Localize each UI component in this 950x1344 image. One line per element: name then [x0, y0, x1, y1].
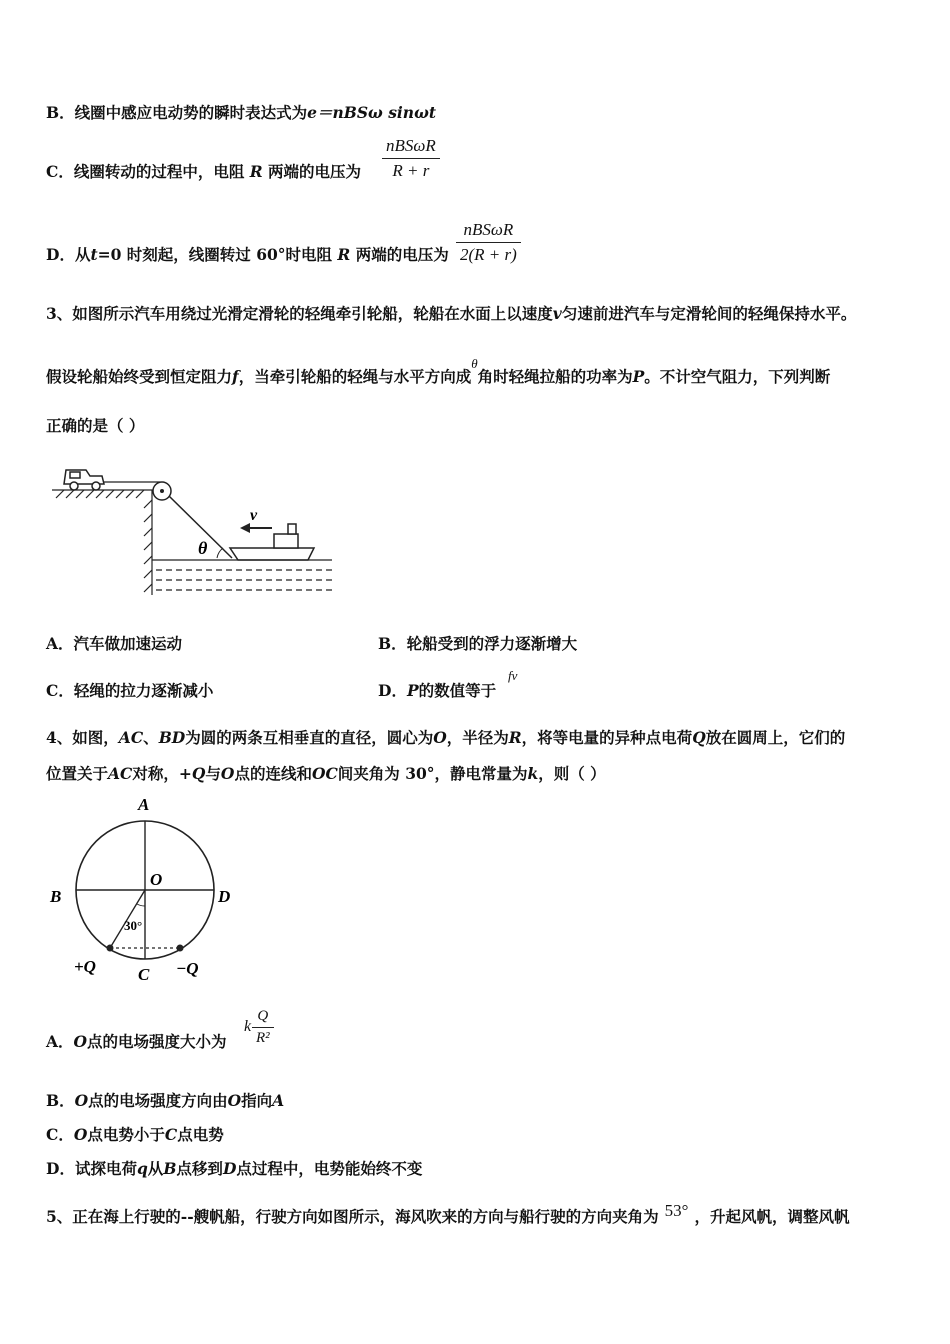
q4-var: Q	[692, 728, 706, 747]
q3-option-d-formula: fv	[508, 668, 518, 683]
fraction-numerator: nBSωR	[463, 220, 514, 239]
q4-var: AC	[118, 728, 144, 747]
fraction-bar	[382, 158, 440, 159]
q4-option-c-text: C．	[46, 1125, 74, 1144]
q4-var: A	[272, 1091, 285, 1110]
q5-stem-line1	[46, 1201, 850, 1227]
label-angle: 30°	[124, 918, 143, 933]
q4-var: O	[73, 1125, 88, 1144]
q4-var: O	[433, 728, 447, 747]
q2-option-d-text: D．从	[46, 245, 91, 264]
q3-option-d	[378, 681, 496, 701]
wall	[144, 490, 152, 595]
velocity-label: v	[250, 507, 258, 524]
q3-stem-line3	[46, 416, 144, 436]
q4-var: k	[527, 764, 539, 783]
label-c: C	[138, 965, 150, 984]
fraction-denominator: 2(R + r)	[460, 245, 517, 264]
q4-text: 位置关于	[46, 764, 109, 783]
q4-var: O	[227, 1091, 242, 1110]
q4-stem-line1	[46, 728, 845, 748]
water-surface	[152, 560, 332, 590]
q5-text: ，升起风帆，调整风帆	[694, 1207, 850, 1226]
q3-text: 3、如图所示汽车用绕过光滑定滑轮的轻绳牵引轮船，轮船在水面上以速度	[46, 304, 553, 323]
q4-option-a	[46, 1032, 227, 1052]
q4-var: q	[136, 1159, 148, 1178]
q4-text: 点电势小于	[87, 1125, 165, 1144]
label-d: D	[218, 887, 231, 906]
q4-text: 点的电场强度方向由	[88, 1091, 228, 1110]
q2-option-c	[46, 162, 361, 182]
q4-var: O	[220, 764, 235, 783]
q4-text: 为圆的两条互相垂直的直径，圆心为	[185, 728, 434, 747]
q3-P: P	[632, 367, 645, 386]
q4-var: B	[163, 1159, 177, 1178]
q4-text: 放在圆周上，它们的	[705, 728, 846, 747]
q3-stem-line1	[46, 304, 856, 324]
q4-text: 4、如图，	[46, 728, 119, 747]
q3-option-d-var: P	[406, 681, 419, 700]
q2-option-b-text: B．线圈中感应电动势的瞬时表达式为	[46, 103, 308, 122]
q3-option-d-text: D．	[378, 681, 407, 700]
q4-var: R	[508, 728, 522, 747]
fraction-denominator: R²	[256, 1030, 270, 1046]
q5-text: 5、正在海上行驶的--艘帆船，行驶方向如图所示，海风吹来的方向与船行驶的方向夹角为	[46, 1207, 659, 1226]
q4-text: ，则（ ）	[538, 764, 606, 783]
q2-option-c-fraction	[382, 136, 440, 181]
q3-theta: θ	[471, 356, 478, 371]
q4-option-b-text: B．	[46, 1091, 75, 1110]
q3-option-b-text: B．轮船受到的浮力逐渐增大	[378, 634, 578, 653]
label-plus-q: +Q	[74, 957, 96, 976]
q4-option-a-fraction	[252, 1008, 274, 1047]
q4-stem-line2	[46, 764, 606, 784]
q2-option-b-formula: e＝nBSω sinωt	[307, 103, 436, 122]
q4-text: 点移到	[176, 1159, 223, 1178]
q4-option-c	[46, 1125, 224, 1145]
fraction-bar	[252, 1027, 274, 1028]
q3-option-c	[46, 681, 213, 701]
q3-figure	[52, 460, 342, 600]
q3-text: 匀速前进汽车与定滑轮间的轻绳保持水平。	[561, 304, 857, 323]
q4-text: ，将等电量的异种点电荷	[521, 728, 693, 747]
q4-text: 对称，+	[132, 764, 192, 783]
q3-stem-line2	[46, 356, 831, 388]
q3-option-a-text: A．汽车做加速运动	[46, 634, 183, 653]
q3-text: ，当牵引轮船的轻绳与水平方向成	[238, 367, 472, 386]
q4-var: D	[222, 1159, 237, 1178]
q4-var: Q	[191, 764, 206, 783]
car-icon	[64, 470, 104, 490]
q3-option-b	[378, 634, 577, 654]
velocity-arrow-icon	[240, 523, 272, 533]
label-minus-q: −Q	[176, 959, 199, 978]
q4-option-d	[46, 1159, 422, 1179]
q4-var: O	[74, 1091, 89, 1110]
q2-option-d-mid: =0 时刻起，线圈转过 60°时电阻	[97, 245, 333, 264]
q4-text: ，半径为	[446, 728, 509, 747]
q4-var: C	[164, 1125, 178, 1144]
q3-text: 角时轻绳拉船的功率为	[477, 367, 633, 386]
q4-text: 点过程中，电势能始终不变	[236, 1159, 423, 1178]
q3-text: 假设轮船始终受到恒定阻力	[46, 367, 233, 386]
plus-charge-dot	[107, 945, 114, 952]
fraction-denominator: R + r	[392, 161, 430, 180]
q4-var: OC	[311, 764, 338, 783]
q4-option-a-text: A．	[46, 1032, 74, 1051]
label-o: O	[150, 870, 163, 889]
boat-icon	[230, 524, 314, 560]
fraction-numerator: Q	[257, 1008, 269, 1024]
q4-text: 、	[143, 728, 159, 747]
fraction-bar	[456, 242, 521, 243]
q3-text: 。不计空气阻力，下列判断	[644, 367, 831, 386]
q3-text: 正确的是（ ）	[46, 416, 145, 435]
q2-option-d-t: t	[90, 245, 98, 264]
angle-arc	[137, 904, 145, 906]
q4-option-a-k: k	[244, 1018, 252, 1035]
q2-option-d	[46, 245, 449, 265]
q2-option-c-var: R	[249, 162, 263, 181]
q3-option-a	[46, 634, 182, 654]
q4-text: 从	[147, 1159, 164, 1178]
q2-option-d-suffix: 两端的电压为	[355, 245, 449, 264]
q2-option-b	[46, 103, 436, 123]
q4-text: 与	[205, 764, 221, 783]
q3-v: v	[552, 304, 562, 323]
theta-label: θ	[198, 538, 208, 558]
q4-text: 间夹角为 30°，静电常量为	[337, 764, 528, 783]
minus-charge-dot	[177, 945, 184, 952]
q2-option-d-var: R	[337, 245, 351, 264]
q2-option-c-text: C．线圈转动的过程中，电阻	[46, 162, 245, 181]
q4-option-b	[46, 1091, 284, 1111]
q2-option-d-fraction	[456, 220, 521, 265]
ground-hatch	[52, 490, 162, 498]
q3-option-c-text: C．轻绳的拉力逐渐减小	[46, 681, 214, 700]
theta-arc	[217, 548, 223, 558]
q4-text: 指向	[241, 1091, 273, 1110]
fraction-numerator: nBSωR	[386, 136, 436, 155]
q4-figure	[44, 792, 244, 987]
pulley-icon	[153, 482, 171, 500]
q4-option-a-suffix: 点的电场强度大小为	[87, 1032, 227, 1051]
q4-option-d-text: D．试探电荷	[46, 1159, 137, 1178]
q4-option-a-var: O	[73, 1032, 88, 1051]
label-b: B	[50, 887, 62, 906]
q4-text: 点的连线和	[234, 764, 312, 783]
q3-option-d-suffix: 的数值等于	[418, 681, 497, 700]
q4-var: BD	[158, 728, 186, 747]
q4-text: 点电势	[177, 1125, 224, 1144]
q5-angle: 53°	[664, 1201, 689, 1220]
q3-f: f	[232, 367, 239, 386]
label-a: A	[138, 795, 150, 814]
q2-option-c-suffix: 两端的电压为	[268, 162, 362, 181]
q4-var: AC	[108, 764, 133, 783]
